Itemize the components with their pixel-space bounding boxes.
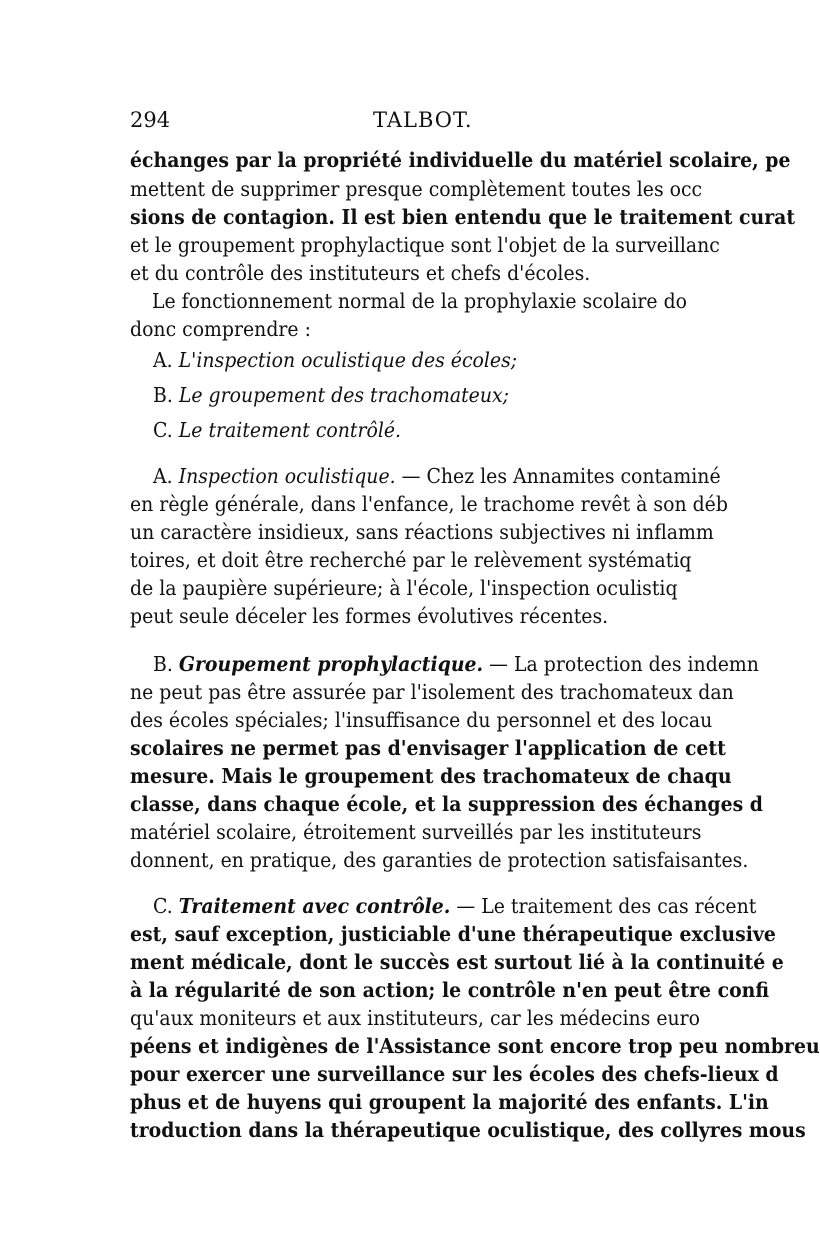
text-line: à la régularité de son action; le contrôle n'en peut être confi	[130, 978, 770, 1002]
section-title: Traitement avec contrôle.	[178, 894, 451, 918]
list-letter: A.	[153, 348, 173, 372]
list-item	[153, 350, 633, 371]
list-letter: B.	[153, 383, 173, 407]
section-title: Inspection oculistique.	[178, 464, 396, 488]
text-line: qu'aux moniteurs et aux instituteurs, car les médecins euro	[130, 1006, 701, 1030]
text-line: un caractère insidieux, sans réactions subjectives ni inflamm	[130, 520, 714, 544]
section-letter: C.	[153, 894, 173, 918]
text-line: ne peut pas être assurée par l'isolement des trachomateux dan	[130, 680, 734, 704]
section-c-first-line	[153, 894, 757, 918]
list-item	[153, 385, 633, 406]
text-line: phus et de huyens qui groupent la majorité des enfants. L'in	[130, 1090, 769, 1114]
text-line: donc comprendre :	[130, 317, 311, 341]
text-line: en règle générale, dans l'enfance, le trachome revêt à son déb	[130, 492, 728, 516]
section-a-first-line	[153, 464, 721, 488]
section-letter: B.	[153, 652, 173, 676]
section-lead-text: — La protection des indemn	[489, 652, 759, 676]
page-header	[130, 108, 670, 138]
text-line: scolaires ne permet pas d'envisager l'application de cett	[130, 736, 726, 760]
text-line: est, sauf exception, justiciable d'une thérapeutique exclusive	[130, 922, 776, 946]
text-line: toires, et doit être recherché par le relèvement systématiq	[130, 548, 692, 572]
text-line: mesure. Mais le groupement des trachomateux de chaqu	[130, 764, 732, 788]
section-lead-text: — Chez les Annamites contaminé	[401, 464, 721, 488]
page-number: 294	[130, 108, 171, 132]
section-lead-text: — Le traitement des cas récent	[456, 894, 757, 918]
text-line: sions de contagion. Il est bien entendu que le traitement curat	[130, 205, 796, 229]
running-head: TALBOT.	[373, 108, 473, 132]
text-line: donnent, en pratique, des garanties de protection satisfaisantes.	[130, 848, 749, 872]
text-line: matériel scolaire, étroitement surveillés par les instituteurs	[130, 820, 702, 844]
list-letter: C.	[153, 418, 173, 442]
text-line: pour exercer une surveillance sur les écoles des chefs-lieux d	[130, 1062, 779, 1086]
text-line: Le fonctionnement normal de la prophylaxie scolaire do	[152, 289, 688, 313]
text-line: ment médicale, dont le succès est surtout lié à la continuité e	[130, 950, 784, 974]
text-line: échanges par la propriété individuelle du matériel scolaire, pe	[130, 148, 791, 172]
section-letter: A.	[153, 464, 173, 488]
text-line: mettent de supprimer presque complètement toutes les occ	[130, 177, 703, 201]
text-line: péens et indigènes de l'Assistance sont encore trop peu nombreu	[130, 1034, 820, 1058]
section-b-first-line	[153, 652, 759, 676]
text-line: peut seule déceler les formes évolutives récentes.	[130, 604, 609, 628]
list-text: Le traitement contrôlé.	[178, 418, 402, 442]
text-line: et le groupement prophylactique sont l'objet de la surveillanc	[130, 233, 720, 257]
section-title: Groupement prophylactique.	[178, 652, 484, 676]
text-line: des écoles spéciales; l'insuffisance du personnel et des locau	[130, 708, 713, 732]
text-line: et du contrôle des instituteurs et chefs d'écoles.	[130, 261, 591, 285]
list-text: L'inspection oculistique des écoles;	[178, 348, 518, 372]
list-text: Le groupement des trachomateux;	[178, 383, 509, 407]
text-line: classe, dans chaque école, et la suppression des échanges d	[130, 792, 763, 816]
text-line: troduction dans la thérapeutique oculistique, des collyres mous	[130, 1118, 806, 1142]
list-item	[153, 420, 633, 441]
text-line: de la paupière supérieure; à l'école, l'inspection oculistiq	[130, 576, 678, 600]
